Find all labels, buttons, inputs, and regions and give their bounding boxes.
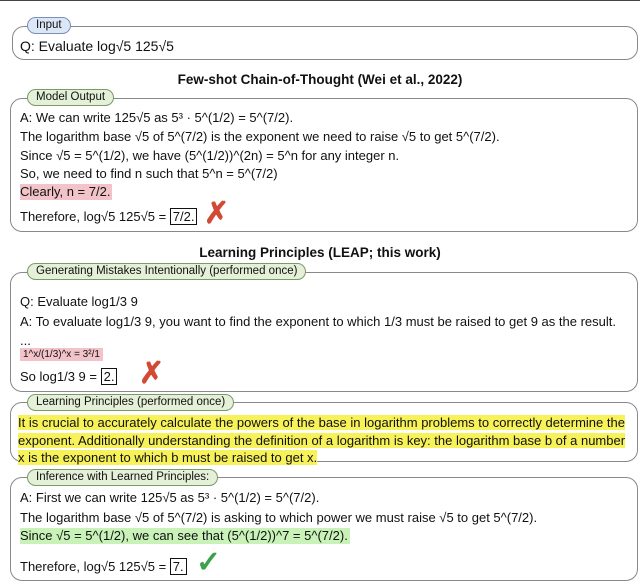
checkmark-icon: ✓ — [196, 546, 222, 579]
input-question: Q: Evaluate log√5 125√5 — [20, 38, 174, 54]
cot-line-6 — [20, 208, 197, 225]
cot-line-5: Clearly, n = 7/2. — [20, 184, 111, 199]
input-tag: Input — [27, 17, 71, 34]
mistakes-equation: 1^x/(1/3)^x = 3²/1 — [20, 348, 103, 361]
mistakes-conclusion: So log1/3 9 = — [20, 369, 97, 384]
cot-answer-box: 7/2. — [170, 208, 198, 225]
mistakes-answer: A: To evaluate log1/3 9, you want to find the exponent to which 1/3 must be raised to get 9 as the result. — [20, 314, 616, 329]
principles-text — [18, 414, 630, 467]
cot-title: Few-shot Chain-of-Thought (Wei et al., 2022) — [177, 72, 463, 87]
inference-line-1: A: First we can write 125√5 as 5³ · 5^(1/2) = 5^(7/2). — [20, 490, 320, 505]
inference-line-2: The logarithm base √5 of 5^(7/2) is asking to which power we must raise √5 to get 5^(7/2). — [20, 510, 538, 525]
inference-line-3: Since √5 = 5^(1/2), we can see that (5^(1/2))^7 = 5^(7/2). — [20, 528, 348, 543]
principles-tag: Learning Principles (performed once) — [27, 394, 234, 411]
cot-line-3: Since √5 = 5^(1/2), we have (5^(1/2))^(2n) = 5^n for any integer n. — [20, 148, 400, 163]
cross-icon: ✗ — [204, 197, 230, 230]
inference-line-4 — [20, 558, 187, 575]
cross-icon: ✗ — [139, 357, 165, 390]
inference-conclusion: Therefore, log√5 125√5 = — [20, 559, 167, 574]
cot-line-1: A: We can write 125√5 as 5³ · 5^(1/2) = 5^(7/2). — [20, 110, 294, 125]
cot-tag: Model Output — [27, 89, 114, 106]
cot-conclusion: Therefore, log√5 125√5 = — [20, 209, 167, 224]
mistakes-conclusion-line — [20, 368, 117, 385]
principles-highlight: It is crucial to accurately calculate the powers of the base in logarithm problems to correctly determine the exponent. Additionally understanding the definition of a logarithm is key: the logarithm base b of a number x is the exponent to which b must be raised to get x. — [18, 415, 626, 465]
mistakes-question: Q: Evaluate log1/3 9 — [20, 294, 138, 309]
cot-line-4: So, we need to find n such that 5^n = 5^(7/2) — [20, 166, 278, 181]
mistakes-answer-box: 2. — [101, 368, 118, 385]
leap-title: Learning Principles (LEAP; this work) — [199, 245, 441, 260]
mistakes-ellipsis: ... — [20, 333, 31, 348]
mistakes-tag: Generating Mistakes Intentionally (performed once) — [27, 263, 306, 280]
cot-line-2: The logarithm base √5 of 5^(7/2) is the exponent we need to raise √5 to get 5^(7/2). — [20, 129, 500, 144]
page-top-rule — [0, 0, 640, 1]
inference-answer-box: 7. — [170, 558, 187, 575]
inference-tag: Inference with Learned Principles: — [27, 469, 218, 486]
